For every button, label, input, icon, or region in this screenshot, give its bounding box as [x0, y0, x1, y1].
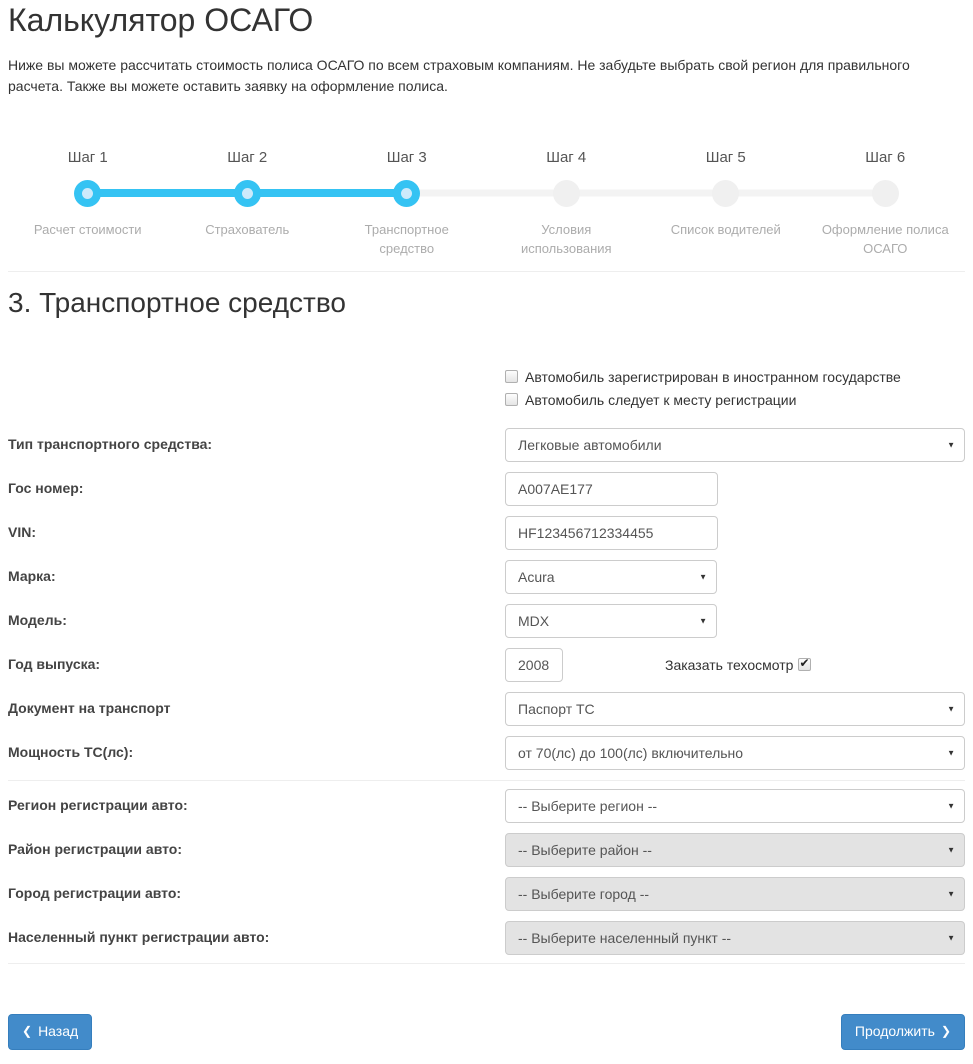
- step-number-3: Шаг 3: [386, 149, 427, 166]
- settlement-select: [505, 921, 965, 955]
- settlement-label: Населенный пункт регистрации авто:: [8, 928, 270, 945]
- back-button-label: Назад: [38, 1022, 79, 1039]
- transit-checkbox-row[interactable]: [505, 392, 965, 408]
- brand-select[interactable]: [505, 560, 717, 594]
- vin-label: VIN:: [8, 523, 36, 540]
- vin-row: [8, 516, 965, 550]
- osago-calculator-page: [0, 2, 973, 1064]
- step-label-3: Транспортное средство: [364, 222, 449, 256]
- district-row: [8, 833, 965, 867]
- step-dot-5: [712, 180, 739, 207]
- vehicle-type-value: Легковые автомобили: [518, 436, 662, 453]
- caret-down-icon: ▼: [947, 704, 955, 714]
- power-select[interactable]: [505, 736, 965, 770]
- region-value: -- Выберите регион --: [518, 797, 658, 814]
- year-row: [8, 648, 965, 682]
- caret-down-icon: ▼: [947, 933, 955, 943]
- foreign-registered-checkbox[interactable]: [505, 370, 518, 383]
- settlement-value: -- Выберите населенный пункт --: [518, 929, 732, 946]
- city-value: -- Выберите город --: [518, 885, 650, 902]
- model-row: [8, 604, 965, 638]
- vehicle-flags-block: [505, 369, 965, 408]
- document-row: [8, 692, 965, 726]
- divider: [8, 271, 965, 272]
- brand-row: [8, 560, 965, 594]
- document-label: Документ на транспорт: [8, 699, 171, 716]
- page-description: Ниже вы можете рассчитать стоимость полиса ОСАГО по всем страховым компаниям. Не забудьте выбрать свой регион для правильного расчета. Также вы можете оставить заявку на оформление полиса.: [8, 57, 910, 94]
- step-dot-3[interactable]: [393, 180, 420, 207]
- plate-label: Гос номер:: [8, 479, 84, 496]
- document-value: Паспорт ТС: [518, 700, 595, 717]
- caret-down-icon: ▼: [947, 845, 955, 855]
- caret-down-icon: ▼: [947, 440, 955, 450]
- step-labels-row: [8, 221, 965, 259]
- step-dot-inner: [401, 188, 412, 199]
- city-row: [8, 877, 965, 911]
- step-number-5: Шаг 5: [705, 149, 746, 166]
- document-select[interactable]: [505, 692, 965, 726]
- power-value: от 70(лс) до 100(лс) включительно: [518, 744, 744, 761]
- step-dot-inner: [82, 188, 93, 199]
- city-label: Город регистрации авто:: [8, 884, 182, 901]
- district-label: Район регистрации авто:: [8, 840, 183, 857]
- step-number-2: Шаг 2: [227, 149, 268, 166]
- caret-down-icon: ▼: [947, 801, 955, 811]
- chevron-right-icon: ❯: [940, 1024, 951, 1039]
- vehicle-type-row: [8, 428, 965, 462]
- model-label: Модель:: [8, 611, 67, 628]
- inspection-label: Заказать техосмотр: [665, 656, 794, 673]
- district-select: [505, 833, 965, 867]
- foreign-registered-checkbox-row[interactable]: [505, 369, 965, 385]
- step-label-2: Страхователь: [205, 222, 290, 237]
- caret-down-icon: ▼: [947, 748, 955, 758]
- step-track-row: [8, 179, 965, 207]
- step-dot-2[interactable]: [234, 180, 261, 207]
- step-dot-1[interactable]: [74, 180, 101, 207]
- step-dot-4: [553, 180, 580, 207]
- region-row: [8, 789, 965, 823]
- plate-input[interactable]: [505, 472, 718, 506]
- power-label: Мощность ТС(лс):: [8, 743, 134, 760]
- back-button[interactable]: [8, 1014, 92, 1050]
- foreign-registered-label: Автомобиль зарегистрирован в иностранном государстве: [525, 368, 901, 385]
- year-label: Год выпуска:: [8, 655, 101, 672]
- plate-row: [8, 472, 965, 506]
- district-value: -- Выберите район --: [518, 841, 652, 858]
- power-row: [8, 736, 965, 770]
- model-select[interactable]: [505, 604, 717, 638]
- step-label-5: Список водителей: [670, 222, 781, 237]
- city-select: [505, 877, 965, 911]
- region-select[interactable]: [505, 789, 965, 823]
- step-number-4: Шаг 4: [546, 149, 587, 166]
- brand-label: Марка:: [8, 567, 56, 584]
- region-label: Регион регистрации авто:: [8, 796, 188, 813]
- caret-down-icon: ▼: [699, 572, 707, 582]
- step-label-6: Оформление полиса ОСАГО: [821, 222, 949, 256]
- inspection-checkbox[interactable]: [798, 658, 811, 671]
- transit-checkbox[interactable]: [505, 393, 518, 406]
- continue-button[interactable]: [841, 1014, 965, 1050]
- vehicle-type-label: Тип транспортного средства:: [8, 435, 213, 452]
- step-label-1: Расчет стоимости: [33, 222, 142, 237]
- transit-label: Автомобиль следует к месту регистрации: [525, 391, 797, 408]
- step-dot-inner: [242, 188, 253, 199]
- wizard-actions: [8, 1014, 965, 1050]
- year-input[interactable]: [505, 648, 563, 682]
- step-number-6: Шаг 6: [865, 149, 906, 166]
- brand-value: Acura: [518, 568, 555, 585]
- vin-input[interactable]: [505, 516, 718, 550]
- chevron-left-icon: ❮: [22, 1024, 33, 1039]
- vehicle-type-select[interactable]: [505, 428, 965, 462]
- step-number-1: Шаг 1: [67, 149, 108, 166]
- step-titles-row: [8, 149, 965, 166]
- caret-down-icon: ▼: [947, 889, 955, 899]
- model-value: MDX: [518, 612, 550, 629]
- page-title: Калькулятор ОСАГО: [8, 2, 314, 38]
- settlement-row: [8, 921, 965, 955]
- caret-down-icon: ▼: [699, 616, 707, 626]
- step-label-4: Условия использования: [520, 222, 612, 256]
- step-dot-6: [872, 180, 899, 207]
- inspection-checkbox-row[interactable]: [665, 657, 811, 673]
- section-title: 3. Транспортное средство: [8, 286, 346, 318]
- registration-location-group: [8, 780, 965, 964]
- continue-button-label: Продолжить: [854, 1022, 935, 1039]
- step-progress-bar: [8, 149, 965, 259]
